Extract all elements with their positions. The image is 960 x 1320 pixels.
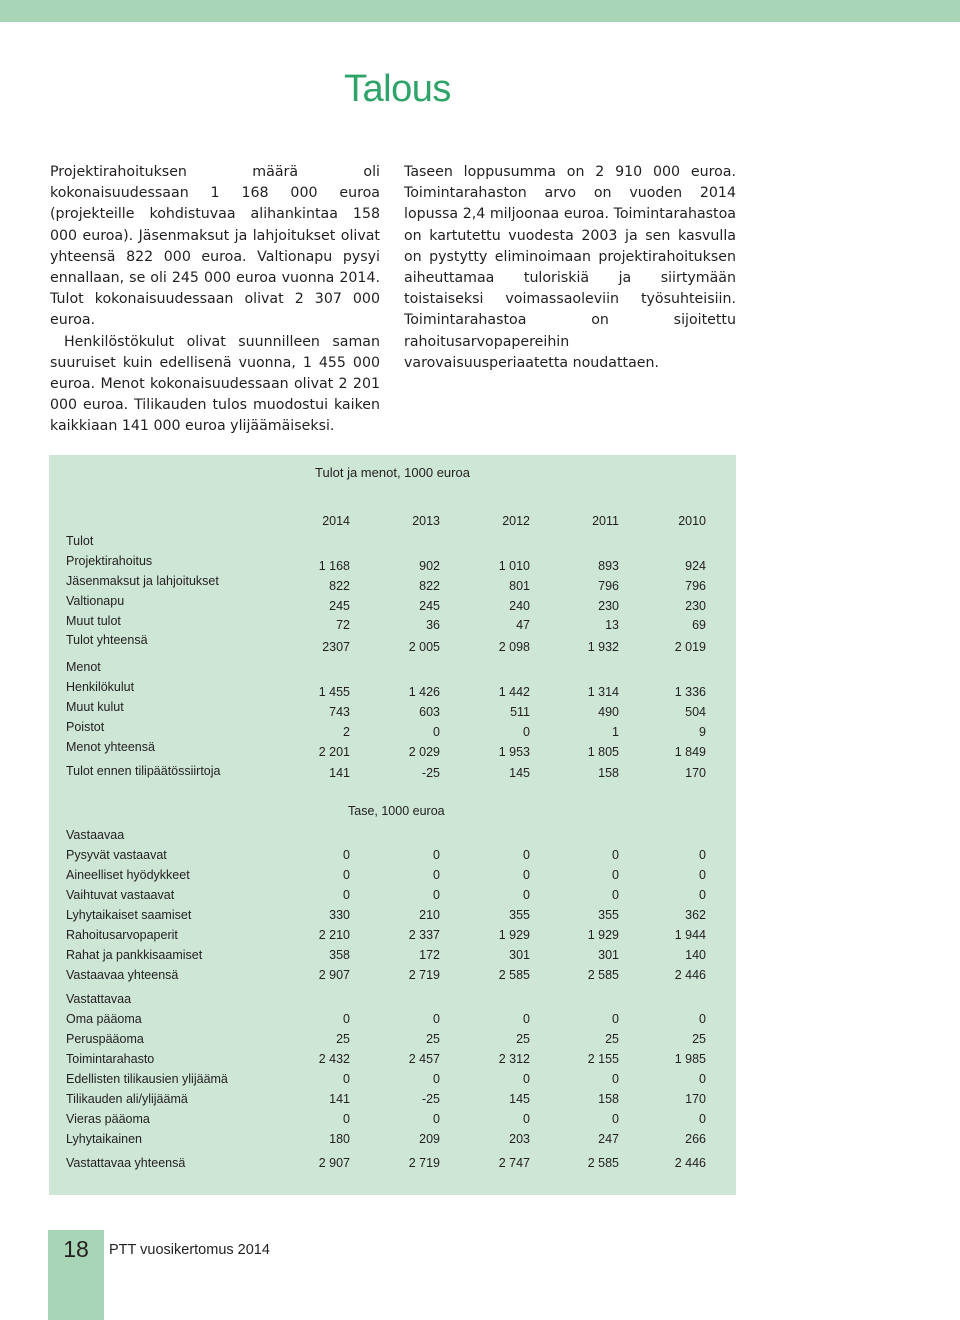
cell-value: 0 — [523, 888, 530, 902]
top-divider — [0, 22, 960, 24]
cell-value: -25 — [421, 1092, 440, 1106]
cell-value: 504 — [685, 705, 706, 719]
cell-value: 2 201 — [318, 745, 350, 759]
cell-value: 69 — [692, 618, 706, 632]
year-header: 2012 — [502, 514, 530, 528]
cell-value: 1 929 — [498, 928, 530, 942]
cell-value: 355 — [509, 908, 530, 922]
balance-title-row — [49, 804, 736, 822]
cell-value: -25 — [421, 766, 440, 780]
cell-value: 0 — [612, 888, 619, 902]
cell-value: 47 — [516, 618, 530, 632]
cell-value: 0 — [523, 1112, 530, 1126]
cell-value: 2 585 — [587, 1156, 619, 1170]
row-label: Menot — [66, 660, 101, 674]
cell-value: 0 — [612, 1012, 619, 1026]
cell-value: 902 — [419, 559, 440, 573]
cell-value: 230 — [598, 599, 619, 613]
cell-value: 0 — [612, 868, 619, 882]
cell-value: 796 — [598, 579, 619, 593]
right-text-column — [404, 162, 736, 374]
table-row — [49, 1072, 736, 1090]
row-label: Tulot yhteensä — [66, 633, 148, 647]
cell-value: 1 314 — [587, 685, 619, 699]
cell-value: 0 — [612, 1112, 619, 1126]
section-heading — [49, 660, 736, 678]
cell-value: 2 098 — [498, 640, 530, 654]
cell-value: 893 — [598, 559, 619, 573]
cell-value: 2 719 — [408, 1156, 440, 1170]
cell-value: 2 432 — [318, 1052, 350, 1066]
year-header: 2013 — [412, 514, 440, 528]
cell-value: 247 — [598, 1132, 619, 1146]
cell-value: 0 — [433, 888, 440, 902]
page-number: 18 — [63, 1236, 89, 1262]
cell-value: 72 — [336, 618, 350, 632]
balance-table-title: Tase, 1000 euroa — [348, 804, 445, 818]
cell-value: 1 426 — [408, 685, 440, 699]
row-label: Edellisten tilikausien ylijäämä — [66, 1072, 228, 1086]
page-title: Talous — [344, 68, 451, 110]
cell-value: 355 — [598, 908, 619, 922]
row-label: Tulot — [66, 534, 94, 548]
cell-value: 158 — [598, 1092, 619, 1106]
cell-value: 25 — [336, 1032, 350, 1046]
table-total-row — [49, 1156, 736, 1174]
cell-value: 1 168 — [318, 559, 350, 573]
cell-value: 2 029 — [408, 745, 440, 759]
cell-value: 0 — [699, 1112, 706, 1126]
row-label: Aineelliset hyödykkeet — [66, 868, 190, 882]
cell-value: 362 — [685, 908, 706, 922]
table-row — [49, 1092, 736, 1110]
cell-value: 2 005 — [408, 640, 440, 654]
cell-value: 266 — [685, 1132, 706, 1146]
cell-value: 801 — [509, 579, 530, 593]
cell-value: 2 747 — [498, 1156, 530, 1170]
cell-value: 2307 — [322, 640, 350, 654]
table-row — [49, 1032, 736, 1050]
cell-value: 0 — [433, 848, 440, 862]
cell-value: 209 — [419, 1132, 440, 1146]
row-label: Rahoitusarvopaperit — [66, 928, 178, 942]
row-label: Vastattavaa — [66, 992, 132, 1006]
cell-value: 203 — [509, 1132, 530, 1146]
cell-value: 2 — [343, 725, 350, 739]
section-heading — [49, 992, 736, 1010]
top-color-bar — [0, 0, 960, 22]
table-total-values — [49, 745, 736, 763]
table-row — [49, 908, 736, 926]
cell-value: 1 985 — [674, 1052, 706, 1066]
publication-name: PTT vuosikertomus 2014 — [109, 1242, 270, 1258]
financial-table-panel — [49, 455, 736, 1195]
cell-value: 210 — [419, 908, 440, 922]
cell-value: 1 010 — [498, 559, 530, 573]
left-paragraph-2: Henkilöstökulut olivat suunnilleen saman suuruiset kuin edellisenä vuonna, 1 455 000 euroa. Menot kokonaisuudessaan olivat 2 201 000 euroa. Tilikauden tulos muodostui kaiken kaikkiaan 141 000 euroa ylijäämäiseksi. — [50, 333, 380, 435]
cell-value: 1 929 — [587, 928, 619, 942]
cell-value: 141 — [329, 1092, 350, 1106]
cell-value: 822 — [329, 579, 350, 593]
cell-value: 180 — [329, 1132, 350, 1146]
row-label: Oma pääoma — [66, 1012, 142, 1026]
row-label: Muut kulut — [66, 700, 124, 714]
cell-value: 25 — [692, 1032, 706, 1046]
row-label: Menot yhteensä — [66, 740, 155, 754]
row-label: Lyhytaikaiset saamiset — [66, 908, 192, 922]
table-row — [49, 1012, 736, 1030]
cell-value: 0 — [612, 848, 619, 862]
table-row — [49, 868, 736, 886]
cell-value: 0 — [523, 725, 530, 739]
cell-value: 0 — [699, 888, 706, 902]
row-label: Peruspääoma — [66, 1032, 144, 1046]
cell-value: 0 — [343, 868, 350, 882]
cell-value: 743 — [329, 705, 350, 719]
left-text-column — [50, 162, 380, 438]
cell-value: 490 — [598, 705, 619, 719]
cell-value: 0 — [523, 848, 530, 862]
cell-value: 2 210 — [318, 928, 350, 942]
cell-value: 301 — [509, 948, 530, 962]
cell-value: 2 019 — [674, 640, 706, 654]
row-label: Pysyvät vastaavat — [66, 848, 167, 862]
cell-value: 141 — [329, 766, 350, 780]
cell-value: 25 — [426, 1032, 440, 1046]
cell-value: 822 — [419, 579, 440, 593]
row-label: Jäsenmaksut ja lahjoitukset — [66, 574, 219, 588]
table-total-row — [49, 968, 736, 986]
row-label: Henkilökulut — [66, 680, 135, 694]
cell-value: 245 — [419, 599, 440, 613]
cell-value: 301 — [598, 948, 619, 962]
cell-value: 2 907 — [318, 968, 350, 982]
table-result-values — [49, 766, 736, 784]
cell-value: 0 — [343, 1012, 350, 1026]
right-paragraph-1: Taseen loppusumma on 2 910 000 euroa. Toimintarahaston arvo on vuoden 2014 lopussa 2,4 miljoonaa euroa. Toimintarahastoa on kartutettu vuodesta 2003 ja sen kasvulla on pystytty eliminoimaan projektirahoituksen aiheuttamaa tuloriskiä ja siirtymään toistaiseksi voimassaoleviin työsuhteisiin. Toimintarahastoa on sijoitettu rahoitusarvopapereihin varovaisuusperiaatetta noudattaen. — [404, 164, 736, 371]
cell-value: 0 — [343, 1072, 350, 1086]
cell-value: 25 — [516, 1032, 530, 1046]
cell-value: 796 — [685, 579, 706, 593]
row-label: Toimintarahasto — [66, 1052, 155, 1066]
row-label: Lyhytaikainen — [66, 1132, 142, 1146]
cell-value: 1 — [612, 725, 619, 739]
cell-value: 2 446 — [674, 968, 706, 982]
cell-value: 240 — [509, 599, 530, 613]
cell-value: 511 — [510, 705, 530, 719]
cell-value: 158 — [598, 766, 619, 780]
section-heading — [49, 534, 736, 552]
income-table-title: Tulot ja menot, 1000 euroa — [315, 465, 470, 480]
cell-value: 2 155 — [587, 1052, 619, 1066]
year-header: 2011 — [592, 514, 619, 528]
cell-value: 0 — [433, 1112, 440, 1126]
year-header: 2010 — [678, 514, 706, 528]
year-header: 2014 — [322, 514, 350, 528]
cell-value: 358 — [329, 948, 350, 962]
cell-value: 1 455 — [318, 685, 350, 699]
cell-value: 0 — [612, 1072, 619, 1086]
cell-value: 2 719 — [408, 968, 440, 982]
table-total-values — [49, 640, 736, 658]
cell-value: 2 457 — [408, 1052, 440, 1066]
table-row — [49, 1052, 736, 1070]
cell-value: 140 — [685, 948, 706, 962]
row-label: Vastaavaa — [66, 828, 125, 842]
cell-value: 0 — [433, 725, 440, 739]
cell-value: 0 — [699, 848, 706, 862]
cell-value: 2 585 — [587, 968, 619, 982]
row-label: Vastattavaa yhteensä — [66, 1156, 186, 1170]
cell-value: 36 — [426, 618, 440, 632]
table-header-row — [49, 514, 736, 532]
cell-value: 1 953 — [498, 745, 530, 759]
cell-value: 0 — [699, 1012, 706, 1026]
cell-value: 0 — [699, 868, 706, 882]
cell-value: 1 849 — [674, 745, 706, 759]
cell-value: 25 — [605, 1032, 619, 1046]
row-label: Vaihtuvat vastaavat — [66, 888, 175, 902]
section-heading — [49, 828, 736, 846]
cell-value: 0 — [699, 1072, 706, 1086]
cell-value: 145 — [509, 1092, 530, 1106]
row-label: Vastaavaa yhteensä — [66, 968, 179, 982]
cell-value: 2 585 — [498, 968, 530, 982]
row-label: Poistot — [66, 720, 105, 734]
row-label: Muut tulot — [66, 614, 121, 628]
cell-value: 1 932 — [587, 640, 619, 654]
cell-value: 330 — [329, 908, 350, 922]
table-row — [49, 928, 736, 946]
cell-value: 1 442 — [498, 685, 530, 699]
row-label: Vieras pääoma — [66, 1112, 150, 1126]
cell-value: 2 907 — [318, 1156, 350, 1170]
cell-value: 0 — [343, 848, 350, 862]
row-label: Valtionapu — [66, 594, 125, 608]
cell-value: 1 336 — [674, 685, 706, 699]
table-row — [49, 848, 736, 866]
cell-value: 0 — [433, 868, 440, 882]
row-label: Tulot ennen tilipäätössiirtoja — [66, 764, 221, 778]
cell-value: 0 — [523, 1012, 530, 1026]
cell-value: 0 — [343, 888, 350, 902]
cell-value: 0 — [433, 1012, 440, 1026]
cell-value: 0 — [433, 1072, 440, 1086]
cell-value: 0 — [523, 868, 530, 882]
cell-value: 230 — [685, 599, 706, 613]
cell-value: 172 — [419, 948, 440, 962]
cell-value: 1 944 — [674, 928, 706, 942]
cell-value: 145 — [509, 766, 530, 780]
cell-value: 2 446 — [674, 1156, 706, 1170]
cell-value: 13 — [605, 618, 619, 632]
table-row — [49, 1112, 736, 1130]
row-label: Projektirahoitus — [66, 554, 153, 568]
cell-value: 0 — [523, 1072, 530, 1086]
cell-value: 603 — [419, 705, 440, 719]
cell-value: 245 — [329, 599, 350, 613]
left-paragraph-1: Projektirahoituksen määrä oli kokonaisuudessaan 1 168 000 euroa (projekteille kohdistuvaa alihankintaa 158 000 euroa). Jäsenmaksut ja lahjoitukset olivat yhteensä 822 000 euroa. Valtionapu pysyi ennallaan, se oli 245 000 euroa vuonna 2014. Tulot kokonaisuudessaan olivat 2 307 000 euroa. — [50, 164, 380, 329]
cell-value: 9 — [699, 725, 706, 739]
table-row — [49, 888, 736, 906]
row-label: Tilikauden ali/ylijäämä — [66, 1092, 188, 1106]
cell-value: 170 — [685, 1092, 706, 1106]
cell-value: 2 312 — [498, 1052, 530, 1066]
cell-value: 0 — [343, 1112, 350, 1126]
row-label: Rahat ja pankkisaamiset — [66, 948, 203, 962]
cell-value: 924 — [685, 559, 706, 573]
cell-value: 2 337 — [408, 928, 440, 942]
table-row — [49, 948, 736, 966]
table-row — [49, 1132, 736, 1150]
cell-value: 170 — [685, 766, 706, 780]
cell-value: 1 805 — [587, 745, 619, 759]
